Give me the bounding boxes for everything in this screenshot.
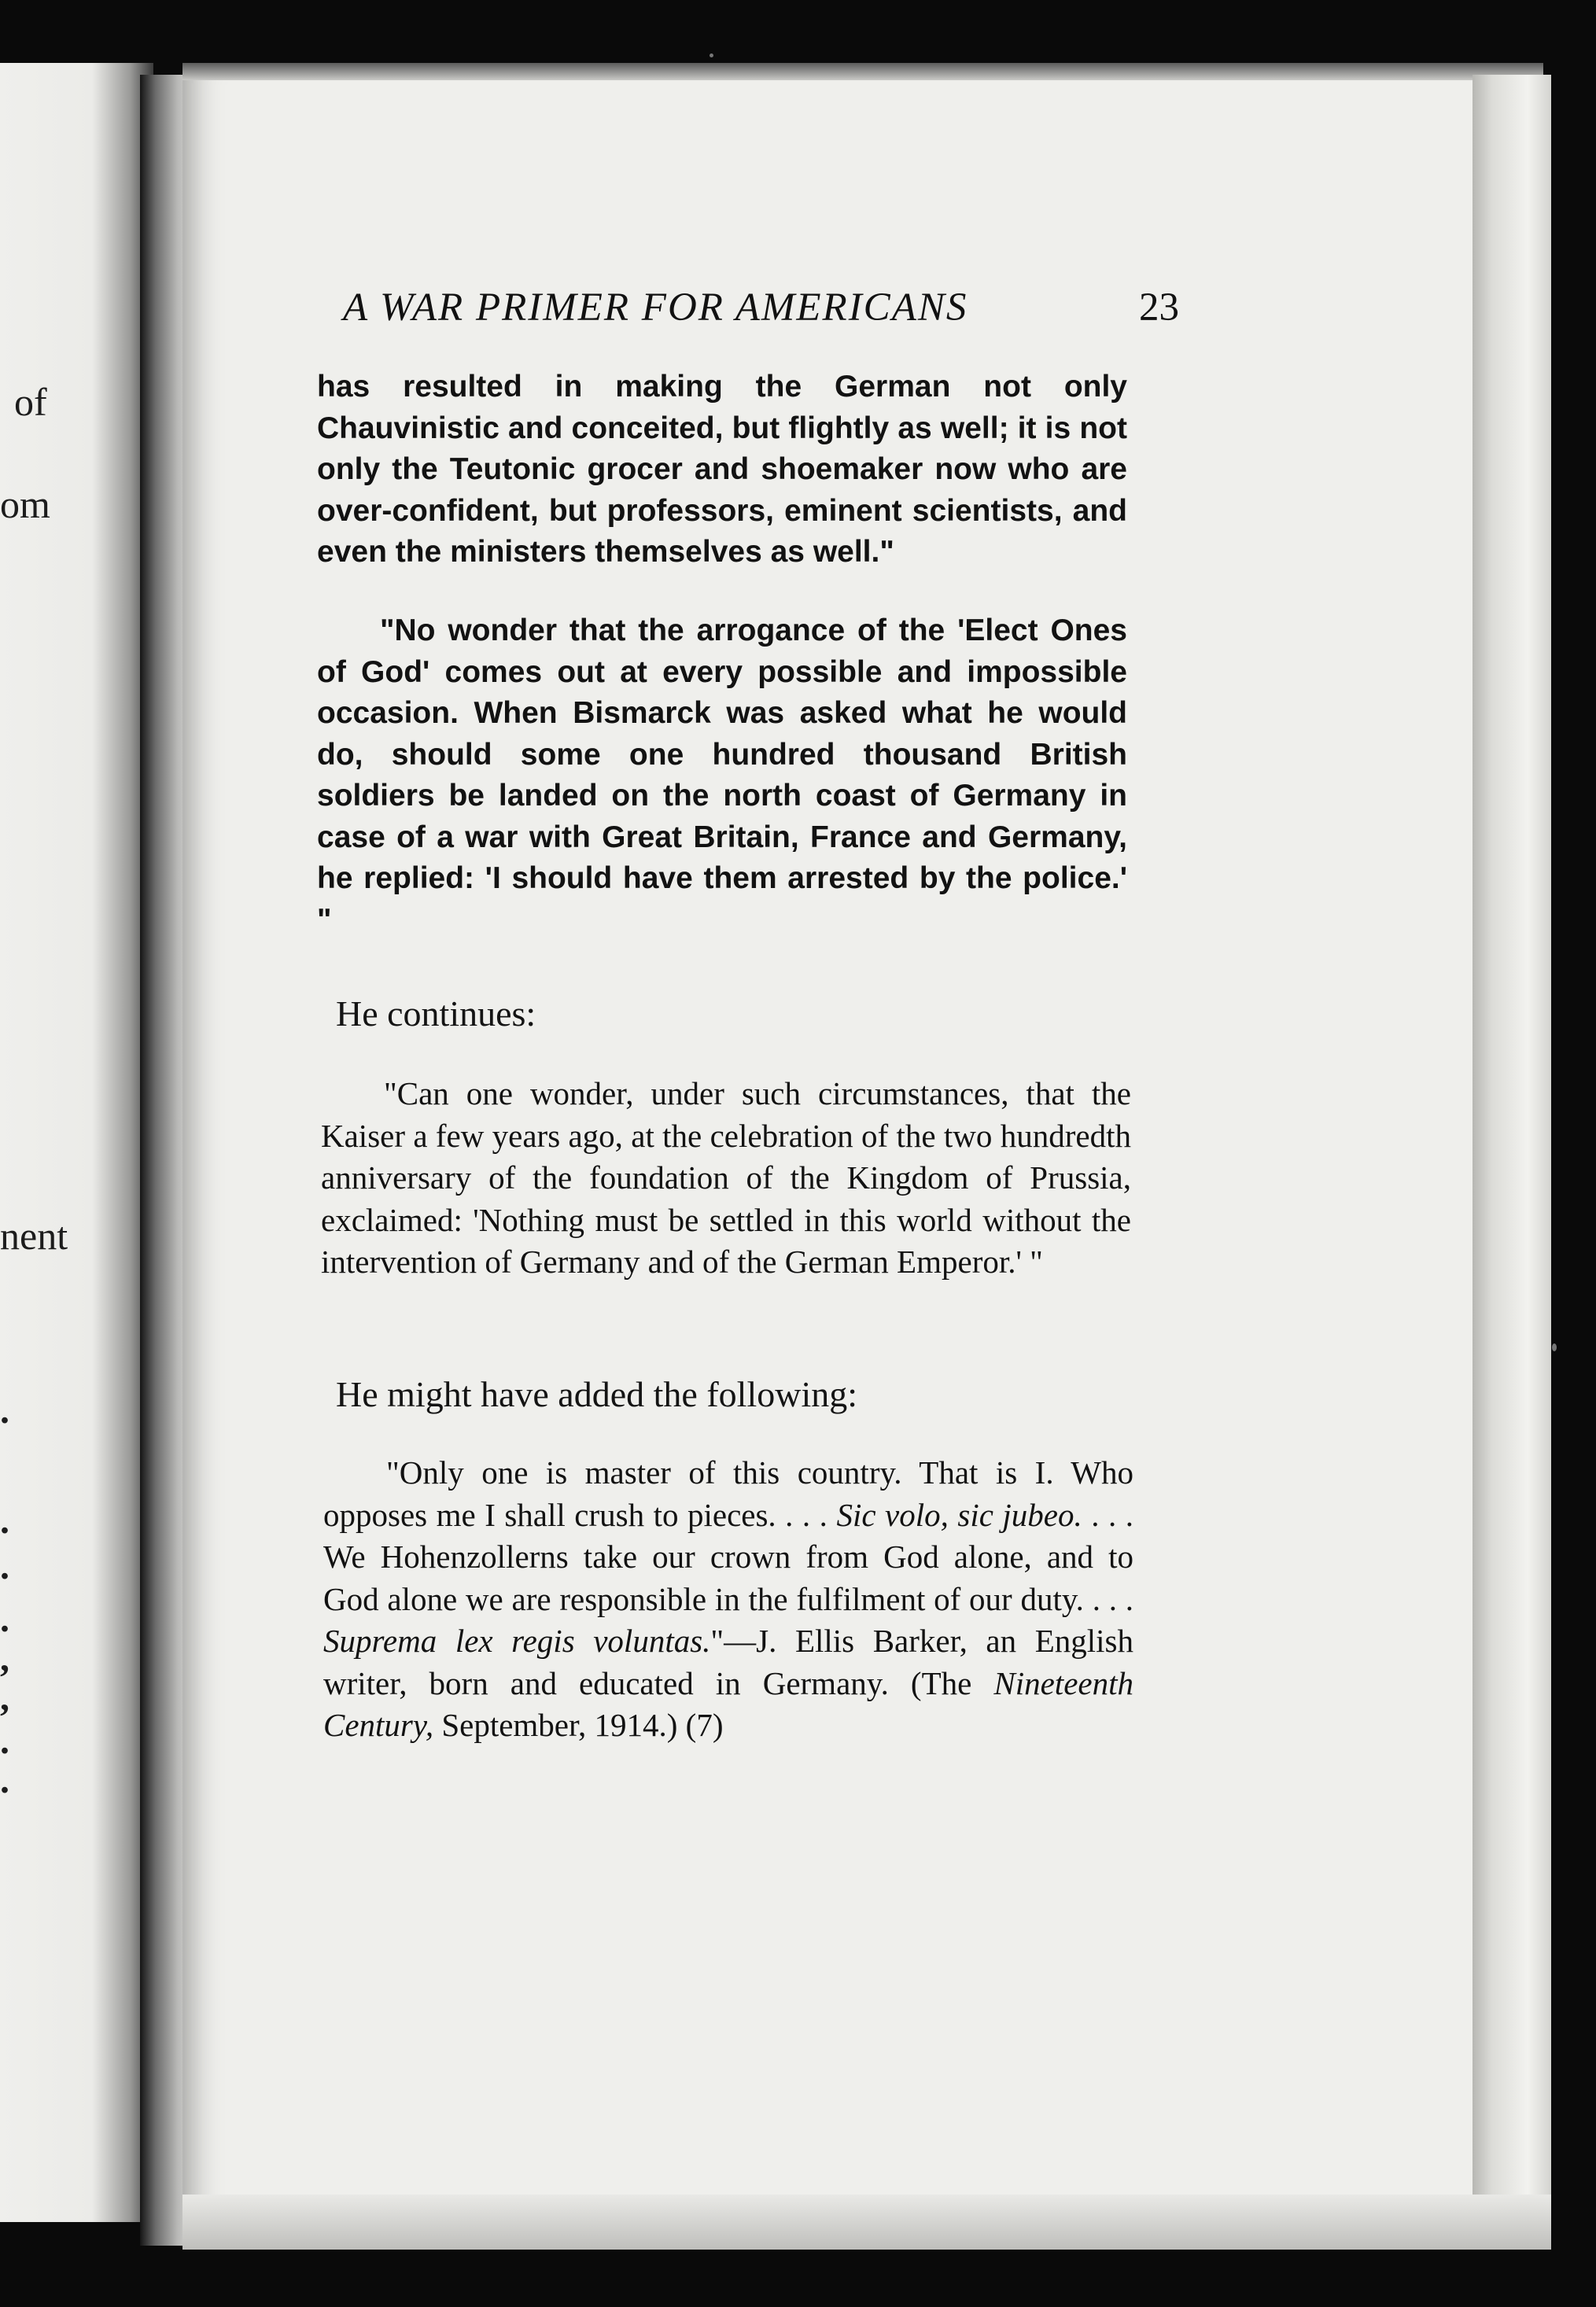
margin-mark: . (0, 1546, 9, 1587)
margin-mark: . (0, 1760, 9, 1801)
running-header (343, 285, 1200, 348)
page-top-edge (182, 63, 1543, 80)
page-number: 23 (1139, 286, 1179, 330)
page-edge (1473, 75, 1551, 2246)
left-page-fragment: om (0, 482, 50, 526)
margin-mark: . (0, 1390, 9, 1432)
paragraph: "No wonder that the arrogance of the 'Elect Ones of God' comes out at every possible and impossible occasion. When Bismarck was asked what he would do, should some one hundred thousand British soldiers be landed on the north coast of Germany in case of a war with Great Britain, France and Germany, he replied: 'I should have them arrested by the police.' " (317, 614, 1127, 937)
margin-mark: . (0, 1500, 9, 1542)
quote-segment-latin: Sic volo, sic jubeo. (836, 1496, 1082, 1533)
section-subheading: He might have added the following: (336, 1374, 858, 1414)
margin-mark: . (0, 1598, 9, 1640)
quote-segment: "Only one is master of this country. That is I. Who opposes me I shall crush to pieces. . . . (323, 1454, 1133, 1533)
margin-mark: . (0, 1720, 9, 1762)
scan-speck (710, 53, 713, 57)
quote-segment: September, 1914.) (7) (433, 1707, 724, 1743)
quotation-paragraph (323, 1452, 1133, 1747)
section-subheading: He continues: (336, 993, 536, 1034)
paragraph: has resulted in making the German not only Chauvinistic and conceited, but flightly as well; it is not only the Teutonic grocer and shoemaker now who are over-confident, but professors, eminent scientists, and even the ministers themselves as well." (317, 370, 1127, 569)
paragraph: "Can one wonder, under such circumstances, that the Kaiser a few years ago, at the celebration of the two hundredth anniversary of the foundation of the Kingdom of Prussia, exclaimed: 'Nothing must be settled in this world without the intervention of Germany and of the German Emperor.' " (321, 1075, 1131, 1280)
left-page-fragment: of (14, 380, 47, 424)
scan-speck (1552, 1343, 1557, 1351)
citation-title: Nineteenth Century, (323, 1664, 1133, 1743)
quote-segment: "—J. Ellis Barker, an English writer, born and educated in Germany. (The (323, 1623, 1133, 1701)
left-facing-page (0, 63, 153, 2222)
running-title: A WAR PRIMER FOR AMERICANS (343, 286, 968, 330)
margin-mark: , (0, 1677, 9, 1719)
margin-mark: , (0, 1638, 9, 1679)
left-page-fragment: nent (0, 1214, 68, 1258)
page-bottom-edge (182, 2195, 1551, 2250)
quote-segment-latin: Suprema lex regis voluntas. (323, 1623, 711, 1659)
quote-segment: . . . We Hohenzollerns take our crown from God alone, and to God alone we are responsible in the fulfilment of our duty. . . . (323, 1496, 1133, 1617)
